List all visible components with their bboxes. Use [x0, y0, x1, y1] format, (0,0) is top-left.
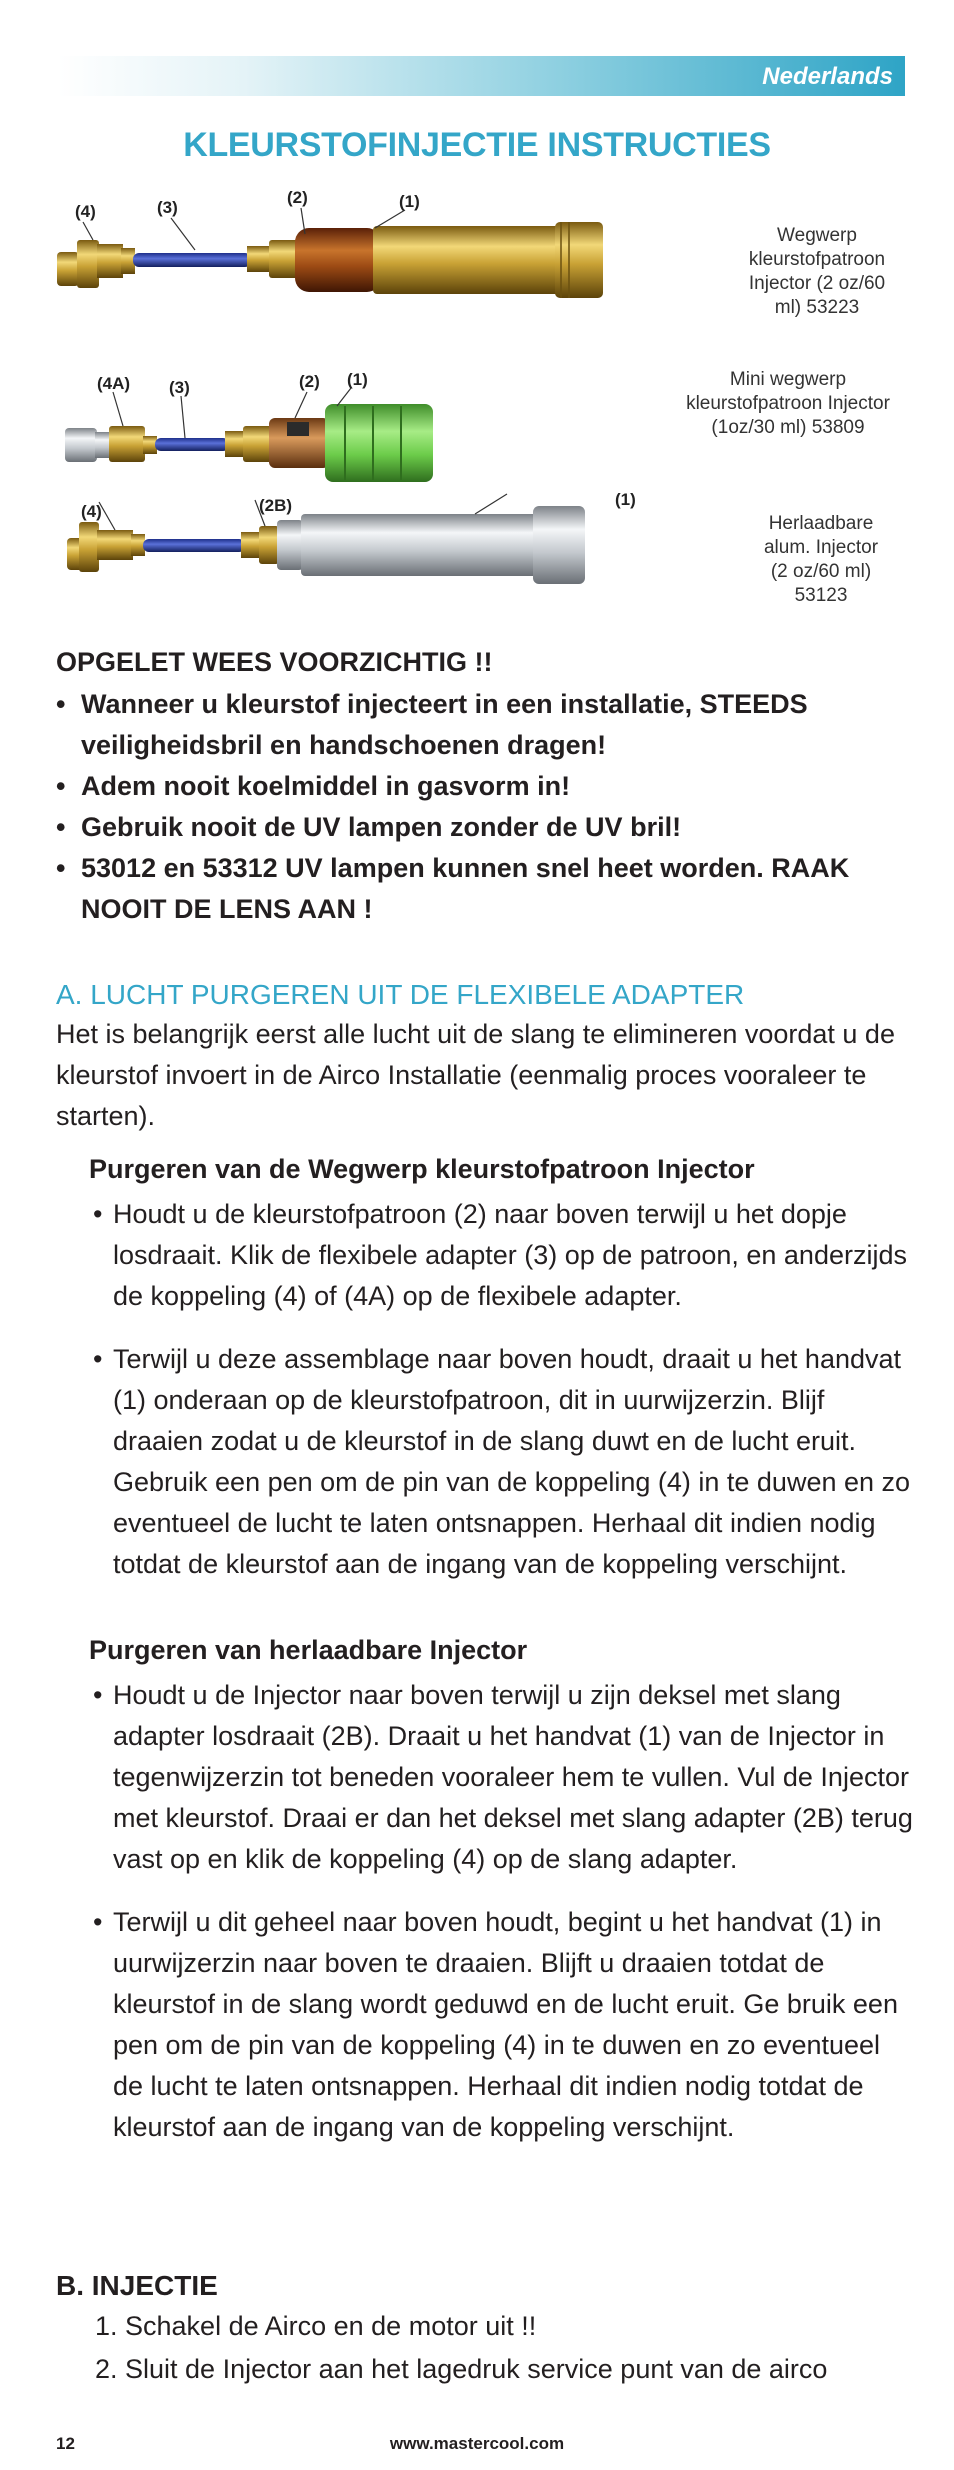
warning-list — [56, 684, 916, 930]
callout-label: (3) — [169, 378, 190, 397]
section-a-heading: A. LUCHT PURGEREN UIT DE FLEXIBELE ADAPTER — [56, 979, 745, 1010]
callout-label: (4A) — [97, 374, 131, 393]
list-item: • Houdt u de kleurstofpatroon (2) naar boven terwijl u het dopje losdraait. Klik de flexibele adapter (3) op de patroon, en anderzijds de koppeling (4) of (4A) op de flexibele adapter. — [93, 1199, 907, 1311]
list-item: • Terwijl u dit geheel naar boven houdt, begint u het handvat (1) in uurwijzerzin naar boven te draaien. Blijft u draaien totdat de kleurstof in de slang wordt geduwd en de lucht eruit. Ge bruik een pen om de pin van de koppeling (4) in te duwen en zo eventueel de lucht te laten ontsnappen. Herhaal dit indien nodig totdat de kleurstof aan de ingang van de koppeling verschijnt. — [93, 1907, 898, 2142]
callout-label: (4) — [81, 502, 102, 521]
list-item: • Gebruik nooit de UV lampen zonder de UV bril! — [56, 812, 682, 842]
disposable-purge-heading: Purgeren van de Wegwerp kleurstofpatroon Injector — [89, 1154, 755, 1184]
list-item: • Wanneer u kleurstof injecteert in een installatie, STEEDS veiligheidsbril en handschoenen dragen! — [56, 689, 808, 760]
refillable-purge-heading: Purgeren van herlaadbare Injector — [89, 1635, 528, 1665]
injector-caption: Mini wegwerp kleurstofpatroon Injector (1oz/30 ml) 53809 — [686, 369, 890, 438]
callout-label: (1) — [399, 192, 420, 211]
section-a-intro: Het is belangrijk eerst alle lucht uit de slang te elimineren voordat u de kleurstof invoert in de Airco Installatie (eenmalig proces vooraleer te starten). — [56, 1019, 895, 1131]
page-number: 12 — [56, 2434, 75, 2453]
list-item: • Adem nooit koelmiddel in gasvorm in! — [56, 771, 571, 801]
language-banner — [58, 56, 905, 96]
callout-label: (1) — [347, 370, 368, 389]
list-item: 2. Sluit de Injector aan het lagedruk service punt van de airco — [95, 2354, 828, 2384]
injection-steps — [95, 2306, 925, 2390]
list-item: 1. Schakel de Airco en de motor uit !! — [95, 2311, 537, 2341]
callout-label: (4) — [75, 202, 96, 221]
callout-label: (3) — [157, 198, 178, 217]
callout-label: (1) — [615, 490, 636, 509]
mini-disposable-injector-image — [65, 388, 433, 482]
disposable-purge-steps — [93, 1194, 913, 1585]
page-title: KLEURSTOFINJECTIE INSTRUCTIES — [183, 126, 771, 164]
list-item: • Terwijl u deze assemblage naar boven houdt, draait u het handvat (1) onderaan op de kleurstofpatroon, dit in uurwijzerzin. Blijf draaien zodat u de kleurstof in de slang duwt en de lucht eruit. Gebruik een pen om de pin van de koppeling (4) in te duwen en zo eventueel de lucht te laten ontsnappen. Herhaal dit indien nodig totdat de kleurstof aan de ingang van de koppeling verschijnt. — [93, 1344, 911, 1579]
section-b-heading: B. INJECTIE — [56, 2270, 218, 2301]
injector-caption: Herlaadbare alum. Injector (2 oz/60 ml) 53123 — [763, 513, 879, 606]
list-item: • Houdt u de Injector naar boven terwijl u zijn deksel met slang adapter losdraait (2B). Draait u het handvat (1) van de Injector in tegenwijzerzin tot beneden vooraleer hem te vullen. Vul de Injector met kleurstof. Draai er dan het deksel met slang adapter (2B) terug vast op en klik de koppeling (4) op de slang adapter. — [93, 1680, 913, 1874]
disposable-injector-image — [57, 208, 603, 298]
injector-caption: Wegwerp kleurstofpatroon Injector (2 oz/60 ml) 53223 — [748, 225, 886, 318]
website-url: www.mastercool.com — [389, 2434, 565, 2453]
language-label: Nederlands — [762, 63, 893, 90]
callout-label: (2B) — [259, 496, 293, 515]
injector-illustrations — [55, 180, 925, 620]
refillable-purge-steps — [93, 1675, 913, 2148]
callout-label: (2) — [299, 372, 320, 391]
refillable-injector-image — [67, 494, 585, 584]
warning-heading: OPGELET WEES VOORZICHTIG !! — [56, 647, 493, 677]
callout-label: (2) — [287, 188, 308, 207]
list-item: • 53012 en 53312 UV lampen kunnen snel heet worden. RAAK NOOIT DE LENS AAN ! — [56, 853, 850, 924]
